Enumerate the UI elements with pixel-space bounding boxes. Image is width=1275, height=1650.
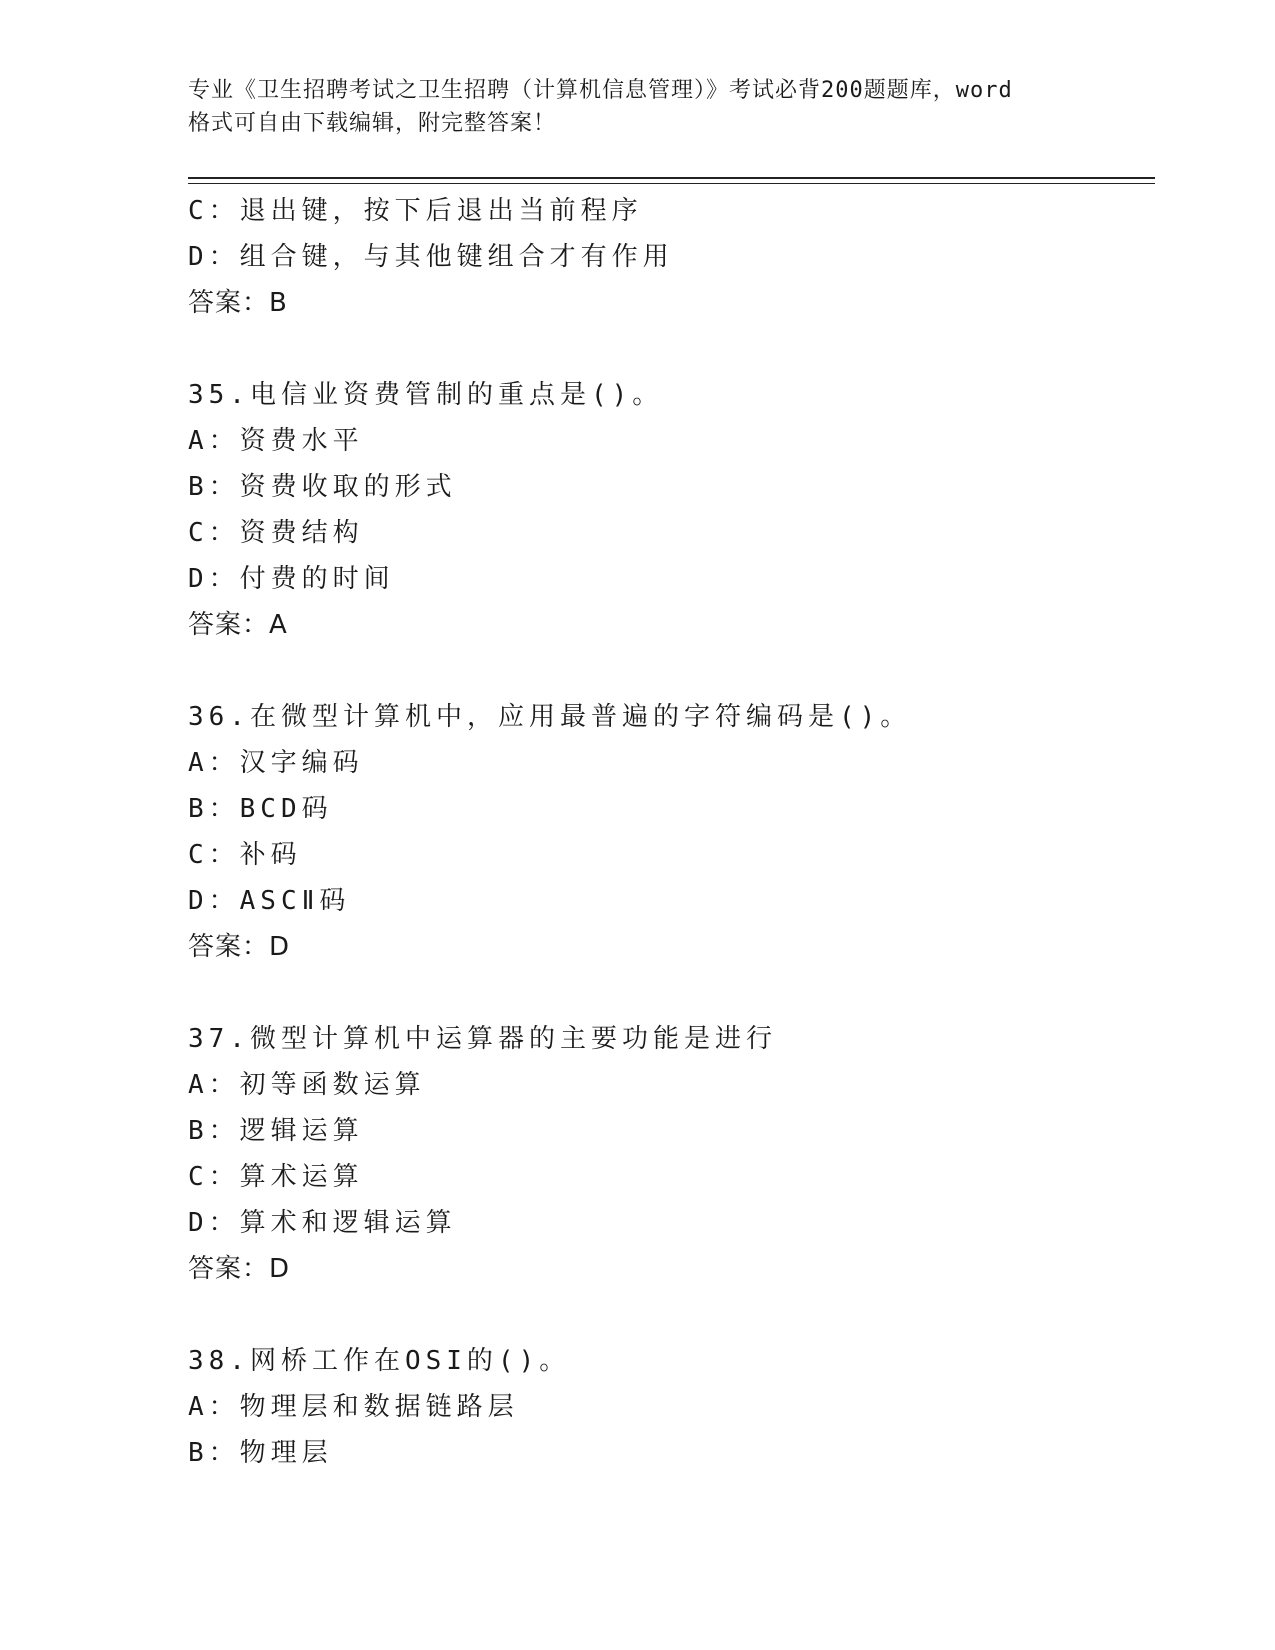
option-c: C：退出键，按下后退出当前程序	[188, 196, 643, 226]
question-stem: 36.在微型计算机中，应用最普遍的字符编码是()。	[188, 702, 912, 732]
question-block-35	[188, 372, 1155, 648]
option-d: D：算术和逻辑运算	[188, 1208, 457, 1238]
option-c: C：算术运算	[188, 1162, 364, 1192]
option-b: B：物理层	[188, 1438, 333, 1468]
question-block-38	[188, 1338, 1155, 1476]
document-header	[188, 74, 1088, 140]
spacer	[188, 970, 1155, 1016]
header-divider-thin	[188, 183, 1155, 184]
header-divider-thick	[188, 177, 1155, 179]
question-stem: 37.微型计算机中运算器的主要功能是进行	[188, 1024, 777, 1054]
option-b: B：资费收取的形式	[188, 472, 457, 502]
question-block-36	[188, 694, 1155, 970]
question-block-34-partial	[188, 188, 1155, 326]
header-line-2: 格式可自由下载编辑，附完整答案！	[188, 111, 557, 136]
option-a: A：物理层和数据链路层	[188, 1392, 519, 1422]
spacer	[188, 326, 1155, 372]
question-list	[188, 188, 1155, 1476]
option-c: C：资费结构	[188, 518, 364, 548]
option-a: A：汉字编码	[188, 748, 364, 778]
spacer	[188, 1292, 1155, 1338]
option-a: A：初等函数运算	[188, 1070, 426, 1100]
option-d: D：组合键，与其他键组合才有作用	[188, 242, 674, 272]
spacer	[188, 648, 1155, 694]
question-stem: 35.电信业资费管制的重点是()。	[188, 380, 664, 410]
answer-line: 答案：D	[188, 1254, 291, 1284]
question-block-37	[188, 1016, 1155, 1292]
option-d: D：付费的时间	[188, 564, 395, 594]
answer-line: 答案：D	[188, 932, 291, 962]
option-d: D：ASCⅡ码	[188, 886, 351, 916]
option-c: C：补码	[188, 840, 302, 870]
header-line-1: 专业《卫生招聘考试之卫生招聘（计算机信息管理）》考试必背200题题库，word	[188, 78, 1013, 103]
option-b: B：逻辑运算	[188, 1116, 364, 1146]
question-stem: 38.网桥工作在OSI的()。	[188, 1346, 571, 1376]
option-a: A：资费水平	[188, 426, 364, 456]
answer-line: 答案：B	[188, 288, 288, 318]
answer-line: 答案：A	[188, 610, 288, 640]
option-b: B：BCD码	[188, 794, 333, 824]
